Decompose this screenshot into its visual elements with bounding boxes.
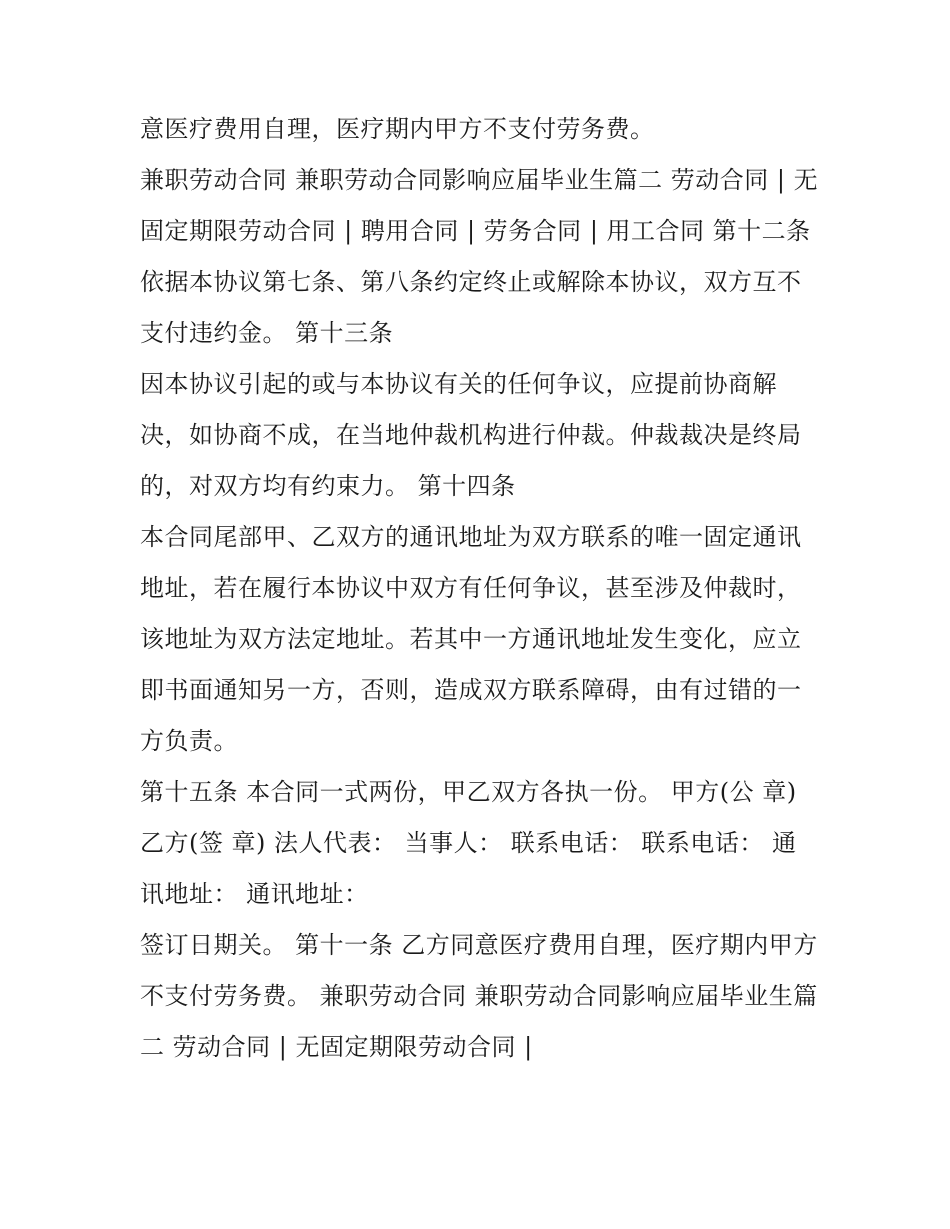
paragraph-termination: 依据本协议第七条、第八条约定终止或解除本协议，双方互不支付违约金。 第十三条 [140,268,802,347]
paragraph-dispute-resolution: 因本协议引起的或与本协议有关的任何争议，应提前协商解决，如协商不成，在当地仲裁机构进行仲裁。仲裁裁决是终局的，对双方均有约束力。 第十四条 [140,370,802,500]
paragraph-part-time-contract: 兼职劳动合同 兼职劳动合同影响应届毕业生篇二 劳动合同 | 无固定期限劳动合同 | 聘用合同 | 劳务合同 | 用工合同 第十二条 [140,166,819,245]
paragraph-signing-date: 签订日期关。 第十一条 乙方同意医疗费用自理，医疗期内甲方不支付劳务费。 兼职劳动合同 兼职劳动合同影响应届毕业生篇二 劳动合同 | 无固定期限劳动合同 | [140,931,818,1061]
paragraph-signature-block: 第十五条 本合同一式两份，甲乙双方各执一份。 甲方(公 章) 乙方(签 章) 法人代表： 当事人： 联系电话： 联系电话： 通讯地址： 通讯地址： [140,778,797,908]
document-body [140,104,820,1073]
paragraph-communication-address: 本合同尾部甲、乙双方的通讯地址为双方联系的唯一固定通讯地址，若在履行本协议中双方有任何争议，甚至涉及仲裁时，该地址为双方法定地址。若其中一方通讯地址发生变化，应立即书面通知另一方，否则，造成双方联系障碍，由有过错的一方负责。 [140,523,802,755]
paragraph-medical-expenses: 意医疗费用自理，医疗期内甲方不支付劳务费。 [140,115,655,143]
